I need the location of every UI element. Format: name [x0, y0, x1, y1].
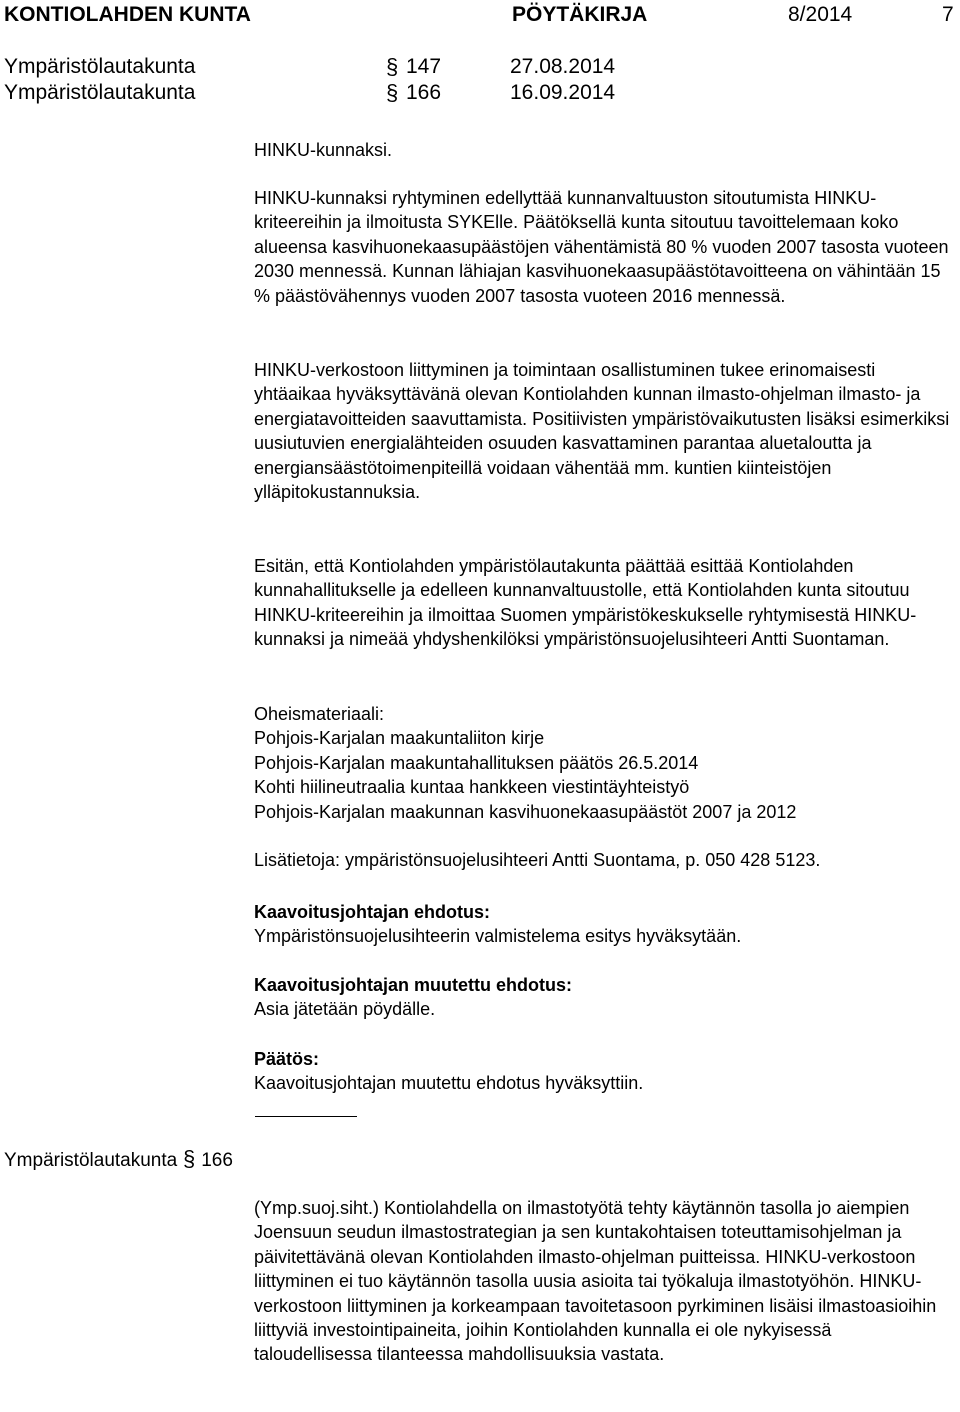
reference-date: 27.08.2014 [510, 55, 616, 78]
margin-body: Ympäristölautakunta [4, 1150, 178, 1171]
margin-section: 166 [201, 1150, 233, 1171]
section-divider [255, 1116, 357, 1117]
intro-line [254, 138, 954, 162]
svg-text:§: § [386, 80, 399, 104]
attachment-item: Kohti hiilineutraalia kuntaa hankkeen viestintäyhteistyö [254, 777, 690, 798]
paragraph-text: Esitän, että Kontiolahden ympäristölautakunta päättää esittää Kontiolahden kunnahallitukselle ja edelleen kunnanvaltuustolle, että Kontiolahden kunta sitoutuu HINKU-kriteereihin ja ilmoittaa Suomen ympäristökeskukselle ryhtymisestä HINKU-kunnaksi ja nimeää yhdyshenkilöksi ympäristönsuojelusihteeri Antti Suontaman. [254, 556, 917, 650]
reference-row [0, 54, 960, 80]
intro-text: HINKU-kunnaksi. [254, 140, 393, 160]
attachment-item: Pohjois-Karjalan maakuntahallituksen päätös 26.5.2014 [254, 752, 699, 773]
decision-text: Kaavoitusjohtajan muutettu ehdotus hyväksyttiin. [254, 1073, 644, 1094]
paragraph-final [254, 1196, 954, 1367]
attachments-section [254, 702, 954, 824]
reference-body: Ympäristölautakunta [4, 55, 196, 78]
attachment-item: Pohjois-Karjalan maakuntaliiton kirje [254, 728, 545, 749]
contact-info [254, 848, 954, 872]
reference-body: Ympäristölautakunta [4, 81, 196, 104]
municipality-name: KONTIOLAHDEN KUNTA [4, 3, 251, 26]
amended-proposal-text: Asia jätetään pöydälle. [254, 999, 436, 1020]
paragraph-text: HINKU-kunnaksi ryhtyminen edellyttää kunnanvaltuuston sitoutumista HINKU-kriteereihin ja ilmoitusta SYKElle. Päätöksellä kunta sitoutuu tavoittelemaan koko alueensa kasvihuonekaasupäästöjen vähentämistä 80 % vuoden 2007 tasosta vuoteen 2030 mennessä. Kunnan lähiajan kasvihuonekaasupäästötavoitteena on vähintään 15 % päästövähennys vuoden 2007 tasosta vuoteen 2016 mennessä. [254, 188, 949, 306]
section-sign-icon [384, 80, 408, 106]
minutes-number: 8/2014 [788, 3, 853, 26]
svg-text:§: § [183, 1146, 196, 1170]
contact-text: Lisätietoja: ympäristönsuojelusihteeri Antti Suontama, p. 050 428 5123. [254, 850, 821, 870]
attachments-heading: Oheismateriaali: [254, 704, 385, 724]
attachment-item: Pohjois-Karjalan maakunnan kasvihuonekaasupäästöt 2007 ja 2012 [254, 801, 797, 822]
amended-proposal-heading: Kaavoitusjohtajan muutettu ehdotus: [254, 975, 573, 995]
paragraph-criteria [254, 186, 954, 308]
proposal-section [254, 900, 954, 949]
paragraph-network [254, 358, 954, 504]
reference-section: 166 [406, 81, 442, 104]
svg-text:§: § [386, 54, 399, 78]
decision-heading: Päätös: [254, 1049, 320, 1069]
document-header [0, 2, 960, 28]
paragraph-text: (Ymp.suoj.siht.) Kontiolahdella on ilmastotyötä tehty käytännön tasolla jo aiempien Joensuun seudun ilmastostrategian ja sen kuntakohtaisen toteuttamisohjelman ja päivitettävänä olevan Kontiolahden ilmasto-ohjelman puitteissa. HINKU-verkostoon liittyminen ei tuo käytännön tasolla uusia asioita tai työkaluja ilmastotyöhön. HINKU-verkostoon liittyminen ja korkeampaan tavoitetasoon pyrkiminen lisäisi ilmastoasioihin liittyviä investointipaineita, joihin Kontiolahden kunnalla ei ole nykyisessä taloudellisessa tilanteessa mahdollisuuksia vastata. [254, 1198, 937, 1365]
margin-reference [4, 1146, 233, 1174]
reference-row [0, 80, 960, 106]
reference-section: 147 [406, 55, 442, 78]
document-type: PÖYTÄKIRJA [512, 3, 648, 26]
amended-proposal-section [254, 973, 954, 1022]
paragraph-text: HINKU-verkostoon liittyminen ja toimintaan osallistuminen tukee erinomaisesti yhtäaikaa hyväksyttävänä olevan Kontiolahden kunnan ilmasto-ohjelman ilmasto- ja energiatavoitteiden saavuttamista. Positiivisten ympäristövaikutusten lisäksi esimerkiksi uusiutuvien energialähteiden osuuden kasvattaminen parantaa aluetaloutta ja energiansäästötoimenpiteillä voidaan vähentää mm. kuntien kiinteistöjen ylläpitokustannuksia. [254, 360, 950, 503]
reference-date: 16.09.2014 [510, 81, 616, 104]
paragraph-proposal [254, 554, 954, 652]
page-number: 7 [942, 3, 954, 26]
section-sign-icon [384, 54, 408, 80]
decision-section [254, 1047, 954, 1096]
proposal-text: Ympäristönsuojelusihteerin valmistelema esitys hyväksytään. [254, 926, 742, 947]
proposal-heading: Kaavoitusjohtajan ehdotus: [254, 902, 491, 922]
section-sign-icon [181, 1146, 201, 1170]
